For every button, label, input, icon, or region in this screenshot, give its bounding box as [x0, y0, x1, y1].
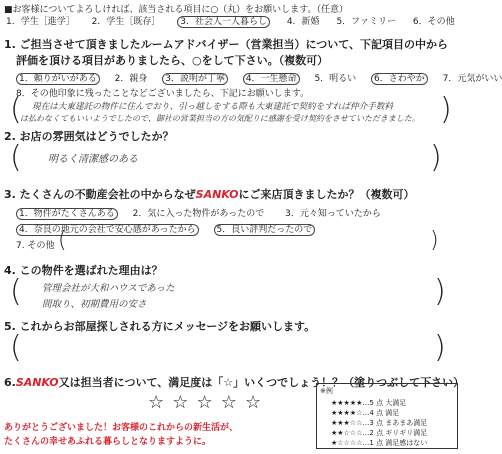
rating-legend	[316, 383, 458, 449]
legend-row-4	[317, 408, 457, 418]
customer-type-6[interactable]: 6．その他	[412, 17, 455, 27]
q2-answer: 明るく清潔感のある	[48, 154, 138, 165]
q6-title-suffix: 又は担当者について、満足度は「☆」いくつでしょう！？（塗りつぶして下さい）	[58, 376, 465, 389]
star-5-icon[interactable]: ☆	[244, 392, 262, 413]
q3-options-row1	[16, 206, 381, 219]
thanks-line2: たくさんの幸せあふれる暮らしとなりますように。	[4, 437, 212, 447]
q3-option-2[interactable]: 2．気に入った物件があったので	[132, 209, 265, 219]
q2-paren-right: )	[430, 140, 442, 175]
q1-option-6[interactable]: 6．さわやか	[371, 73, 428, 85]
star-4-icon[interactable]: ☆	[220, 392, 237, 413]
star-2-icon[interactable]: ☆	[172, 392, 189, 413]
legend-row-2	[317, 428, 457, 438]
q1-paren-right: )	[440, 92, 452, 127]
thanks-line1: ありがとうございました！お客様のこれからの新生活が、	[4, 423, 239, 433]
q1-option-2[interactable]: 2．親身	[114, 74, 148, 84]
star-1-icon[interactable]: ☆	[148, 392, 165, 413]
q4-paren-left: (	[10, 274, 22, 309]
star-3-icon[interactable]: ☆	[196, 392, 213, 413]
customer-type-2[interactable]: 2．学生［既存］	[91, 17, 161, 27]
q3-brand: SANKO	[195, 188, 239, 201]
q4-answer-line1: 管理会社が大和ハウスであった	[42, 283, 175, 294]
q6-title-prefix: 6.	[4, 376, 16, 389]
q3-title	[4, 186, 415, 202]
survey-header: ■お客様についてよろしければ、該当される項目に○（丸）をお願いします。（任意）	[4, 5, 348, 15]
rating-stars	[148, 392, 264, 413]
q2-paren-left: (	[10, 140, 22, 175]
legend-text: …1 点 満足感はない	[362, 439, 428, 447]
q1-answer-line1: 現在は大東建託の物件に住んでおり、引っ越しをする際も大東建託で契約をすれば仲介手数料	[32, 102, 393, 112]
q5-title: 5. これからお部屋探しされる方にメッセージをお願いします。	[4, 320, 316, 333]
q3-option-4[interactable]: 4．奈良の地元の会社で安心感があったから	[16, 224, 199, 236]
q3-option-3[interactable]: 3．元々知っていたから	[285, 209, 381, 219]
legend-text: …5 点 大満足	[362, 399, 407, 407]
legend-text: …2 点 ギリギリ満足	[362, 429, 428, 437]
customer-type-3[interactable]: 3．社会人一人暮らし	[177, 16, 270, 28]
q3-option-5[interactable]: 5．良い評判だったので	[214, 224, 316, 236]
q1-title-line1: 1. ご担当させて頂きましたルームアドバイザー（営業担当）について、下記項目の中から	[4, 38, 448, 51]
q6-brand: SANKO	[15, 376, 59, 389]
q1-paren-left: (	[10, 92, 22, 127]
legend-title: ※例	[320, 387, 333, 395]
legend-row-1	[317, 438, 457, 448]
legend-text: …3 点 まあまあ満足	[362, 419, 428, 427]
q3-paren-right: )	[430, 228, 439, 253]
legend-stars: ★☆☆☆☆	[331, 439, 363, 447]
q1-answer-line2: は払わなくてもいいようでしたので、御社の営業担当の方の気配りに感謝を受け契約をさせていただきました。	[20, 114, 420, 123]
q5-paren-right: )	[434, 330, 446, 365]
customer-type-4[interactable]: 4．新婚	[286, 17, 320, 27]
q4-answer-line2: 間取り、初期費用の安さ	[42, 299, 147, 310]
legend-stars: ★★★★★	[331, 399, 363, 407]
legend-stars: ★★☆☆☆	[331, 429, 363, 437]
q3-title-suffix: にご来店頂きましたか？（複数可）	[238, 188, 415, 201]
q4-title: 4. この物件を選ばれた理由は？	[4, 264, 163, 277]
q3-other-label[interactable]: 7. その他	[16, 241, 55, 251]
q1-title-line2: 評価を頂ける項目がありましたら、○をして下さい。（複数可）	[16, 54, 329, 67]
q1-option-5[interactable]: 5．明るい	[314, 74, 357, 84]
customer-type-5[interactable]: 5．ファミリー	[336, 17, 396, 27]
legend-text: …4 点 満足	[362, 409, 400, 417]
legend-stars: ★★★☆☆	[331, 419, 363, 427]
q1-option-3[interactable]: 3．説明が丁寧	[162, 73, 228, 85]
legend-stars: ★★★★☆	[331, 409, 363, 417]
q1-option-4[interactable]: 4．一生懸命	[243, 73, 300, 85]
legend-row-3	[317, 418, 457, 428]
q1-option-7[interactable]: 7．元気がいい	[442, 74, 502, 84]
q3-paren-left: (	[58, 228, 67, 253]
q1-option-1[interactable]: 1．頼りがいがある	[16, 73, 100, 85]
q2-title: 2. お店の雰囲気はどうでしたか？	[4, 130, 174, 143]
q3-option-1[interactable]: 1．物件がたくさんある	[16, 208, 118, 220]
q4-paren-right: )	[434, 274, 446, 309]
customer-type-options	[6, 14, 469, 27]
q3-title-prefix: 3. たくさんの不動産会社の中からなぜ	[4, 188, 196, 201]
customer-type-1[interactable]: 1．学生［進学］	[6, 17, 75, 27]
legend-row-5	[317, 398, 457, 408]
q1-other-label: 8．その他印象に残ったことなどございましたら、下記にお願いします。	[16, 89, 310, 99]
q1-options	[16, 71, 502, 84]
q5-paren-left: (	[10, 330, 22, 365]
